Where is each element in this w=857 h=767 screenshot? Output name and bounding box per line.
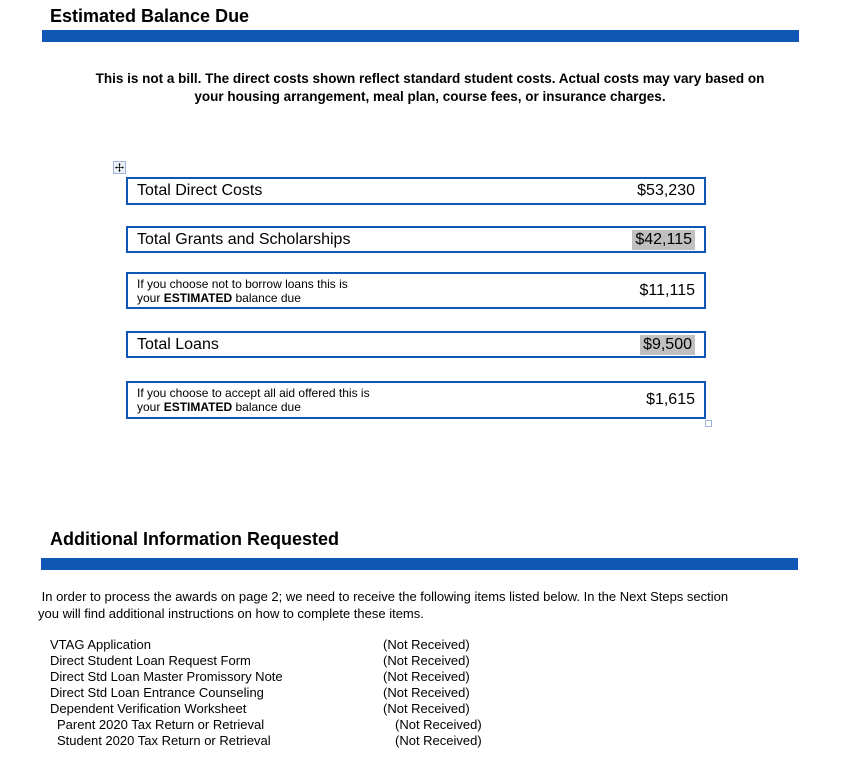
- balance-disclaimer: [40, 70, 820, 106]
- row-balance-with-all-aid: [126, 381, 706, 419]
- row-total-loans: [126, 331, 706, 358]
- row-label-line-2: your ESTIMATED balance due: [137, 400, 301, 414]
- requirement-label: Parent 2020 Tax Return or Retrieval: [57, 717, 265, 732]
- section-title-estimated-balance-due: Estimated Balance Due: [50, 6, 250, 26]
- section-title-additional-information: Additional Information Requested: [50, 529, 340, 549]
- requirement-status: (Not Received): [383, 653, 470, 668]
- disclaimer-line-2: your housing arrangement, meal plan, course fees, or insurance charges.: [194, 89, 666, 104]
- requirement-status: (Not Received): [383, 637, 470, 652]
- row-label: [137, 277, 348, 305]
- row-label: Total Loans: [137, 335, 219, 353]
- row-label: Total Direct Costs: [137, 182, 263, 199]
- requirement-status: (Not Received): [395, 733, 482, 748]
- row-value: $53,230: [637, 182, 695, 199]
- requirement-label: Direct Std Loan Master Promissory Note: [50, 669, 283, 684]
- row-total-direct-costs: [126, 177, 706, 205]
- intro-line-2: you will find additional instructions on how to complete these items.: [38, 606, 424, 621]
- section-divider-bar: [41, 558, 798, 570]
- requirement-row: [50, 685, 810, 701]
- intro-line-1: In order to process the awards on page 2; we need to receive the following items listed below. In the Next Steps section: [38, 589, 729, 604]
- row-label: [137, 386, 370, 414]
- requirement-label: Direct Std Loan Entrance Counseling: [50, 685, 264, 700]
- requirement-status: (Not Received): [383, 701, 470, 716]
- requirement-status: (Not Received): [395, 717, 482, 732]
- row-label-line-2: your ESTIMATED balance due: [137, 290, 301, 305]
- requirements-list: [50, 637, 810, 749]
- requirement-status: (Not Received): [383, 685, 470, 700]
- requirement-label: Dependent Verification Worksheet: [50, 701, 247, 716]
- table-resize-handle[interactable]: [705, 420, 712, 427]
- row-total-grants-scholarships: [126, 226, 706, 253]
- additional-info-intro: [38, 588, 728, 622]
- section-divider-bar: [42, 30, 799, 42]
- requirement-row: [50, 717, 810, 733]
- disclaimer-line-1: This is not a bill. The direct costs shown reflect standard student costs. Actual costs may vary based on: [95, 71, 765, 86]
- move-cross-icon: [115, 163, 124, 172]
- row-label: Total Grants and Scholarships: [137, 230, 351, 248]
- table-move-handle[interactable]: [113, 161, 126, 174]
- row-value: $1,615: [646, 391, 695, 408]
- row-value-field[interactable]: $42,115: [632, 230, 695, 250]
- row-label-line-1: If you choose to accept all aid offered this is: [137, 386, 370, 400]
- row-value: $11,115: [639, 281, 695, 299]
- requirement-row: [50, 637, 810, 653]
- requirement-label: Student 2020 Tax Return or Retrieval: [57, 733, 271, 748]
- requirement-row: [50, 701, 810, 717]
- row-value-field[interactable]: $9,500: [640, 335, 695, 355]
- requirement-label: Direct Student Loan Request Form: [50, 653, 251, 668]
- requirement-status: (Not Received): [383, 669, 470, 684]
- row-balance-without-loans: [126, 272, 706, 309]
- requirement-row: [50, 733, 810, 749]
- requirement-row: [50, 669, 810, 685]
- row-label-line-1: If you choose not to borrow loans this is: [137, 276, 348, 291]
- requirement-label: VTAG Application: [50, 637, 151, 652]
- requirement-row: [50, 653, 810, 669]
